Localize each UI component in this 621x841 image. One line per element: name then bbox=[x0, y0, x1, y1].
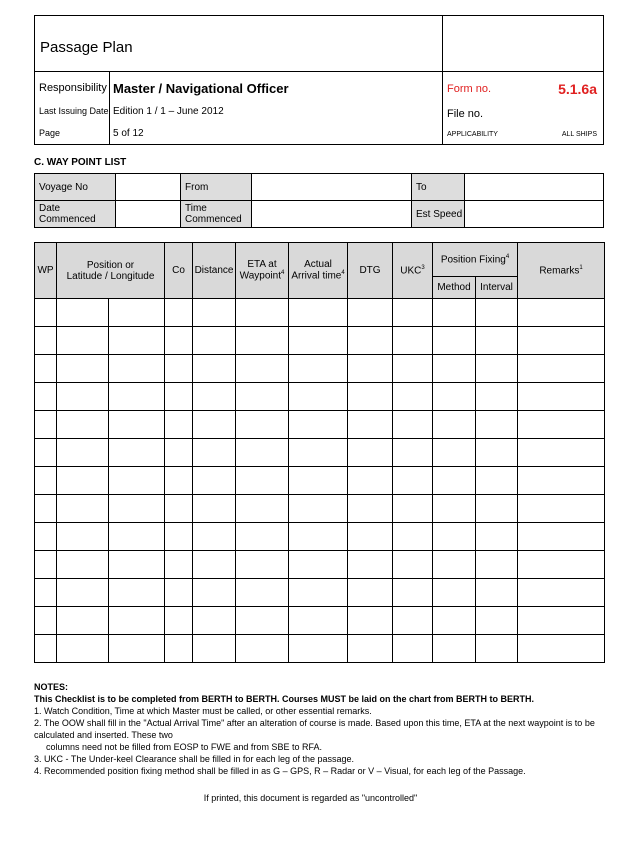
note-item: 3. UKC - The Under-keel Clearance shall be filled in for each leg of the passage. bbox=[34, 754, 355, 764]
table-cell[interactable] bbox=[193, 383, 236, 411]
table-cell[interactable] bbox=[393, 383, 433, 411]
table-cell[interactable] bbox=[35, 579, 57, 607]
table-cell[interactable] bbox=[165, 439, 193, 467]
table-cell[interactable] bbox=[289, 411, 348, 439]
table-cell[interactable] bbox=[35, 355, 57, 383]
note-item: 2. The OOW shall fill in the "Actual Arrival Time" after an alteration of course is made. Based upon this time, ETA at the next waypoint is to be calculated and inserted. These two bbox=[34, 718, 595, 740]
table-cell[interactable] bbox=[236, 383, 289, 411]
table-cell[interactable] bbox=[476, 635, 518, 663]
table-row bbox=[35, 383, 605, 411]
col-position-fixing bbox=[433, 243, 518, 277]
table-cell[interactable] bbox=[289, 439, 348, 467]
notes-section bbox=[34, 681, 621, 777]
table-cell[interactable] bbox=[393, 299, 433, 327]
applicability-label: APPLICABILITY bbox=[447, 131, 498, 138]
table-cell[interactable] bbox=[393, 411, 433, 439]
table-cell[interactable] bbox=[236, 635, 289, 663]
table-cell[interactable] bbox=[393, 495, 433, 523]
table-cell[interactable] bbox=[518, 383, 605, 411]
table-cell[interactable] bbox=[518, 355, 605, 383]
table-cell[interactable] bbox=[57, 327, 109, 355]
table-cell[interactable] bbox=[476, 411, 518, 439]
last-issuing-date-value: Edition 1 / 1 – June 2012 bbox=[113, 106, 224, 117]
table-cell[interactable] bbox=[109, 439, 165, 467]
time-commenced-field[interactable] bbox=[252, 201, 412, 228]
table-row bbox=[35, 467, 605, 495]
col-remarks bbox=[518, 243, 605, 299]
table-cell[interactable] bbox=[433, 383, 476, 411]
form-no-label: Form no. bbox=[447, 83, 492, 95]
notes-title: NOTES: bbox=[34, 682, 69, 692]
table-cell[interactable] bbox=[165, 383, 193, 411]
to-field[interactable] bbox=[465, 174, 604, 201]
table-cell[interactable] bbox=[289, 607, 348, 635]
col-position bbox=[57, 243, 165, 299]
waypoint-rows bbox=[35, 299, 605, 663]
table-cell[interactable] bbox=[165, 411, 193, 439]
file-no-label: File no. bbox=[447, 108, 484, 120]
table-row bbox=[35, 299, 605, 327]
table-cell[interactable] bbox=[109, 383, 165, 411]
table-cell[interactable] bbox=[165, 607, 193, 635]
col-ukc-text: UKC bbox=[400, 265, 422, 277]
col-position-line1: Position or bbox=[86, 259, 135, 271]
table-cell[interactable] bbox=[518, 327, 605, 355]
page-label: Page bbox=[39, 128, 61, 138]
table-cell[interactable] bbox=[165, 355, 193, 383]
table-cell[interactable] bbox=[193, 411, 236, 439]
document-header bbox=[34, 15, 604, 145]
table-cell[interactable] bbox=[433, 327, 476, 355]
footnote-ref: 4 bbox=[281, 270, 285, 277]
table-cell[interactable] bbox=[57, 411, 109, 439]
from-label: From bbox=[181, 174, 252, 201]
table-cell[interactable] bbox=[348, 355, 393, 383]
table-cell[interactable] bbox=[57, 523, 109, 551]
table-cell[interactable] bbox=[476, 327, 518, 355]
table-row bbox=[35, 579, 605, 607]
table-cell[interactable] bbox=[476, 439, 518, 467]
footnote-ref: 3 bbox=[421, 264, 425, 271]
table-cell[interactable] bbox=[518, 467, 605, 495]
table-cell[interactable] bbox=[193, 551, 236, 579]
col-actual-line2: Arrival time bbox=[291, 270, 342, 282]
table-row bbox=[35, 495, 605, 523]
footer-note: If printed, this document is regarded as "uncontrolled" bbox=[203, 793, 418, 803]
col-eta-line2: Waypoint bbox=[239, 270, 281, 282]
date-commenced-label: Date Commenced bbox=[35, 201, 116, 228]
table-cell[interactable] bbox=[348, 299, 393, 327]
table-cell[interactable] bbox=[476, 495, 518, 523]
table-cell[interactable] bbox=[348, 383, 393, 411]
table-cell[interactable] bbox=[393, 327, 433, 355]
table-cell[interactable] bbox=[348, 467, 393, 495]
table-cell[interactable] bbox=[236, 355, 289, 383]
table-cell[interactable] bbox=[393, 355, 433, 383]
table-cell[interactable] bbox=[476, 607, 518, 635]
col-ukc bbox=[393, 243, 433, 299]
table-cell[interactable] bbox=[57, 607, 109, 635]
table-cell[interactable] bbox=[289, 299, 348, 327]
date-commenced-field[interactable] bbox=[116, 201, 181, 228]
table-cell[interactable] bbox=[57, 383, 109, 411]
table-cell[interactable] bbox=[433, 355, 476, 383]
table-cell[interactable] bbox=[433, 523, 476, 551]
table-cell[interactable] bbox=[57, 551, 109, 579]
col-remarks-text: Remarks bbox=[539, 265, 580, 277]
table-cell[interactable] bbox=[393, 579, 433, 607]
last-issuing-date-label: Last Issuing Date bbox=[39, 106, 109, 116]
table-cell[interactable] bbox=[518, 439, 605, 467]
table-cell[interactable] bbox=[165, 299, 193, 327]
applicability-value: ALL SHIPS bbox=[561, 131, 597, 138]
table-cell[interactable] bbox=[236, 411, 289, 439]
voyage-info-table bbox=[34, 173, 604, 228]
table-cell[interactable] bbox=[393, 439, 433, 467]
table-cell[interactable] bbox=[35, 551, 57, 579]
table-row bbox=[35, 327, 605, 355]
table-row bbox=[35, 635, 605, 663]
table-cell[interactable] bbox=[433, 579, 476, 607]
table-cell[interactable] bbox=[289, 551, 348, 579]
note-item: 4. Recommended position fixing method shall be filled in as G – GPS, R – Radar or V – Visual, for each leg of the Passage. bbox=[34, 766, 526, 776]
table-cell[interactable] bbox=[35, 411, 57, 439]
table-cell[interactable] bbox=[476, 355, 518, 383]
table-cell[interactable] bbox=[57, 495, 109, 523]
table-cell[interactable] bbox=[35, 327, 57, 355]
table-cell[interactable] bbox=[289, 327, 348, 355]
waypoint-table bbox=[34, 242, 605, 663]
table-cell[interactable] bbox=[476, 523, 518, 551]
table-cell[interactable] bbox=[348, 523, 393, 551]
responsibility-label: Responsibility bbox=[39, 82, 107, 94]
table-cell[interactable] bbox=[109, 523, 165, 551]
table-cell[interactable] bbox=[393, 467, 433, 495]
table-cell[interactable] bbox=[348, 411, 393, 439]
table-cell[interactable] bbox=[193, 355, 236, 383]
table-cell[interactable] bbox=[348, 579, 393, 607]
col-method: Method bbox=[433, 277, 476, 299]
table-cell[interactable] bbox=[393, 607, 433, 635]
table-cell[interactable] bbox=[289, 579, 348, 607]
table-cell[interactable] bbox=[236, 467, 289, 495]
col-position-fixing-text: Position Fixing bbox=[440, 254, 506, 266]
table-cell[interactable] bbox=[476, 467, 518, 495]
table-cell[interactable] bbox=[236, 607, 289, 635]
table-cell[interactable] bbox=[289, 495, 348, 523]
table-cell[interactable] bbox=[236, 523, 289, 551]
table-cell[interactable] bbox=[35, 467, 57, 495]
table-cell[interactable] bbox=[236, 439, 289, 467]
table-cell[interactable] bbox=[348, 327, 393, 355]
responsibility-value: Master / Navigational Officer bbox=[113, 81, 289, 96]
table-row bbox=[35, 411, 605, 439]
table-cell[interactable] bbox=[35, 383, 57, 411]
table-cell[interactable] bbox=[476, 299, 518, 327]
note-item: columns need not be filled from EOSP to FWE and from SBE to RFA. bbox=[46, 742, 322, 752]
table-cell[interactable] bbox=[193, 635, 236, 663]
table-cell[interactable] bbox=[193, 607, 236, 635]
table-cell[interactable] bbox=[109, 467, 165, 495]
table-cell[interactable] bbox=[476, 579, 518, 607]
table-cell[interactable] bbox=[518, 607, 605, 635]
section-title: C. WAY POINT LIST bbox=[34, 157, 127, 168]
table-cell[interactable] bbox=[57, 299, 109, 327]
table-cell[interactable] bbox=[165, 523, 193, 551]
table-cell[interactable] bbox=[393, 551, 433, 579]
table-cell[interactable] bbox=[348, 607, 393, 635]
table-cell[interactable] bbox=[289, 523, 348, 551]
table-cell[interactable] bbox=[165, 495, 193, 523]
table-cell[interactable] bbox=[393, 523, 433, 551]
header-divider bbox=[109, 71, 110, 144]
col-wp: WP bbox=[35, 243, 57, 299]
table-cell[interactable] bbox=[35, 635, 57, 663]
table-cell[interactable] bbox=[109, 355, 165, 383]
footnote-ref: 1 bbox=[579, 264, 583, 271]
voyage-no-label: Voyage No bbox=[35, 174, 116, 201]
voyage-no-field[interactable] bbox=[116, 174, 181, 201]
table-cell[interactable] bbox=[109, 495, 165, 523]
col-co: Co bbox=[165, 243, 193, 299]
notes-list bbox=[34, 705, 621, 777]
table-cell[interactable] bbox=[109, 607, 165, 635]
table-cell[interactable] bbox=[433, 551, 476, 579]
table-cell[interactable] bbox=[193, 327, 236, 355]
table-cell[interactable] bbox=[35, 523, 57, 551]
col-actual-arrival bbox=[289, 243, 348, 299]
table-cell[interactable] bbox=[348, 551, 393, 579]
table-cell[interactable] bbox=[57, 355, 109, 383]
table-cell[interactable] bbox=[433, 299, 476, 327]
header-divider bbox=[35, 71, 603, 72]
table-cell[interactable] bbox=[348, 635, 393, 663]
table-cell[interactable] bbox=[193, 467, 236, 495]
table-cell[interactable] bbox=[57, 579, 109, 607]
page-value: 5 of 12 bbox=[113, 128, 144, 139]
table-cell[interactable] bbox=[433, 411, 476, 439]
table-row bbox=[35, 523, 605, 551]
est-speed-label: Est Speed bbox=[412, 201, 465, 228]
to-label: To bbox=[412, 174, 465, 201]
table-cell[interactable] bbox=[476, 551, 518, 579]
col-eta-line1: ETA at bbox=[247, 259, 277, 271]
table-cell[interactable] bbox=[236, 579, 289, 607]
table-cell[interactable] bbox=[518, 495, 605, 523]
col-position-line2: Latitude / Longitude bbox=[66, 270, 155, 282]
footnote-ref: 4 bbox=[341, 270, 345, 277]
table-cell[interactable] bbox=[109, 327, 165, 355]
table-cell[interactable] bbox=[518, 299, 605, 327]
table-cell[interactable] bbox=[165, 327, 193, 355]
table-cell[interactable] bbox=[393, 635, 433, 663]
est-speed-field[interactable] bbox=[465, 201, 604, 228]
table-cell[interactable] bbox=[35, 299, 57, 327]
table-cell[interactable] bbox=[193, 439, 236, 467]
from-field[interactable] bbox=[252, 174, 412, 201]
col-actual-line1: Actual bbox=[304, 259, 332, 271]
table-row bbox=[35, 551, 605, 579]
table-cell[interactable] bbox=[109, 299, 165, 327]
col-eta bbox=[236, 243, 289, 299]
table-cell[interactable] bbox=[35, 607, 57, 635]
table-cell[interactable] bbox=[193, 579, 236, 607]
time-commenced-label: Time Commenced bbox=[181, 201, 252, 228]
table-row bbox=[35, 355, 605, 383]
table-cell[interactable] bbox=[518, 411, 605, 439]
table-cell[interactable] bbox=[433, 495, 476, 523]
table-cell[interactable] bbox=[518, 579, 605, 607]
table-cell[interactable] bbox=[236, 299, 289, 327]
form-no-value: 5.1.6a bbox=[558, 81, 597, 97]
table-cell[interactable] bbox=[193, 495, 236, 523]
table-cell[interactable] bbox=[433, 635, 476, 663]
col-dtg: DTG bbox=[348, 243, 393, 299]
table-cell[interactable] bbox=[57, 439, 109, 467]
col-interval: Interval bbox=[476, 277, 518, 299]
table-cell[interactable] bbox=[289, 635, 348, 663]
footnote-ref: 4 bbox=[505, 253, 510, 260]
note-item: 1. Watch Condition, Time at which Master must be called, or other essential remarks. bbox=[34, 706, 372, 716]
table-cell[interactable] bbox=[165, 579, 193, 607]
table-cell[interactable] bbox=[518, 635, 605, 663]
table-cell[interactable] bbox=[433, 607, 476, 635]
notes-intro: This Checklist is to be completed from BERTH to BERTH. Courses MUST be laid on the chart from BERTH to BERTH. bbox=[34, 694, 535, 704]
table-cell[interactable] bbox=[289, 467, 348, 495]
table-cell[interactable] bbox=[518, 523, 605, 551]
table-cell[interactable] bbox=[109, 551, 165, 579]
table-cell[interactable] bbox=[165, 467, 193, 495]
table-cell[interactable] bbox=[165, 551, 193, 579]
table-cell[interactable] bbox=[476, 383, 518, 411]
page-title: Passage Plan bbox=[40, 39, 133, 56]
table-cell[interactable] bbox=[236, 551, 289, 579]
table-row bbox=[35, 439, 605, 467]
table-cell[interactable] bbox=[348, 439, 393, 467]
table-cell[interactable] bbox=[109, 411, 165, 439]
table-cell[interactable] bbox=[433, 467, 476, 495]
table-cell[interactable] bbox=[35, 495, 57, 523]
table-row bbox=[35, 607, 605, 635]
table-cell[interactable] bbox=[35, 439, 57, 467]
table-cell[interactable] bbox=[165, 635, 193, 663]
table-cell[interactable] bbox=[109, 635, 165, 663]
table-cell[interactable] bbox=[236, 495, 289, 523]
table-cell[interactable] bbox=[193, 299, 236, 327]
table-cell[interactable] bbox=[289, 355, 348, 383]
table-cell[interactable] bbox=[57, 467, 109, 495]
table-cell[interactable] bbox=[433, 439, 476, 467]
table-cell[interactable] bbox=[348, 495, 393, 523]
table-cell[interactable] bbox=[518, 551, 605, 579]
table-cell[interactable] bbox=[109, 579, 165, 607]
table-cell[interactable] bbox=[289, 383, 348, 411]
table-cell[interactable] bbox=[57, 635, 109, 663]
header-divider bbox=[442, 16, 443, 144]
col-distance: Distance bbox=[193, 243, 236, 299]
table-cell[interactable] bbox=[193, 523, 236, 551]
table-cell[interactable] bbox=[236, 327, 289, 355]
